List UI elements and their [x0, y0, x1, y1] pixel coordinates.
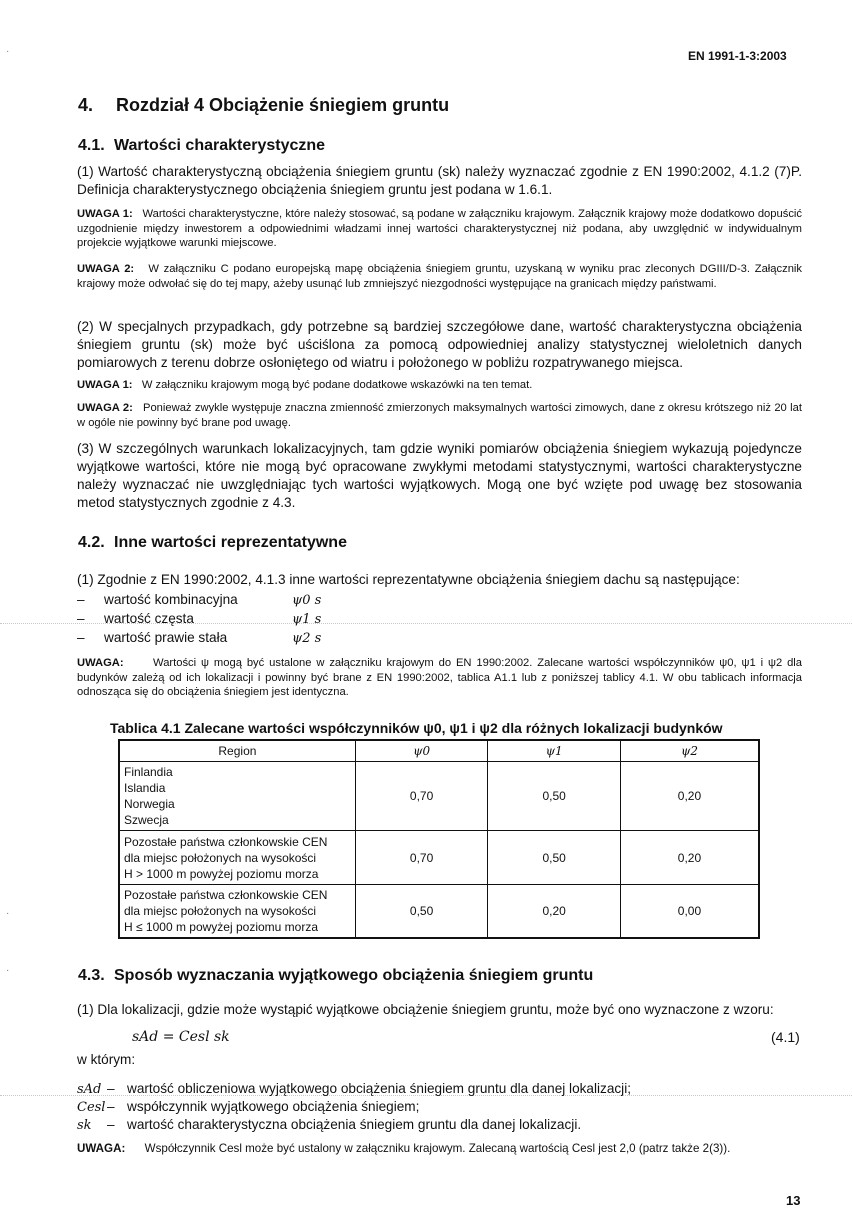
- column-header-psi2: ψ2: [620, 740, 759, 762]
- list-item: [77, 629, 321, 648]
- note-text: Wartości ψ mogą być ustalone w załączniku krajowym do EN 1990:2002. Zalecane wartości współczynników ψ0, ψ1 i ψ2 dla budynków zależą od ich lokalizacji i powinny być brane z EN 1990:2002, tablica A1.1 lub z poniższej tablicy 4.1. W obu tablicach informacja odnosząca się do obciążenia śniegiem jest identyczna.: [77, 657, 802, 698]
- table-caption: Tablica 4.1 Zalecane wartości współczynników ψ0, ψ1 i ψ2 dla różnych lokalizacji budynków: [110, 720, 723, 736]
- note-label: UWAGA:: [77, 1142, 126, 1155]
- section-number: 4.3.: [78, 967, 105, 984]
- equation-number: (4.1): [771, 1029, 800, 1045]
- list-symbol: ψ1 s: [292, 612, 322, 627]
- psi1-cell: 0,50: [488, 762, 621, 831]
- section-title: Wartości charakterystyczne: [114, 137, 326, 154]
- list-symbol: ψ0 s: [292, 593, 322, 608]
- list-label: wartość częsta: [104, 611, 194, 626]
- page-number: 13: [786, 1193, 801, 1208]
- note-text: W załączniku krajowym mogą być podane dodatkowe wskazówki na ten temat.: [141, 379, 533, 391]
- psi1-cell: 0,50: [488, 831, 621, 885]
- psi2-cell: 0,20: [620, 762, 759, 831]
- scan-mark: ·: [6, 965, 10, 976]
- note-4-3: [77, 1142, 802, 1157]
- section-heading-4-1: [78, 137, 325, 155]
- table-row: [119, 831, 759, 885]
- list-symbol: ψ2 s: [292, 631, 322, 646]
- formula-4-1: sAd = Cesl sk: [132, 1029, 230, 1045]
- region-cell: Pozostałe państwa członkowskie CEN dla miejsc położonych na wysokości H ≤ 1000 m powyżej poziomu morza: [119, 885, 355, 939]
- note-4-1-3: [77, 378, 802, 393]
- standard-number: EN 1991-1-3:2003: [688, 49, 787, 63]
- definition-symbol: sk: [77, 1118, 92, 1133]
- list-dash: –: [77, 630, 85, 645]
- psi1-cell: 0,20: [488, 885, 621, 939]
- definition-row: [77, 1098, 419, 1117]
- scan-mark: ·: [6, 46, 10, 57]
- note-4-1-2: [77, 262, 802, 291]
- definition-text: wartość obliczeniowa wyjątkowego obciążenia śniegiem gruntu dla danej lokalizacji;: [127, 1081, 631, 1096]
- section-number: 4.2.: [78, 534, 105, 551]
- paragraph-4-1-3: (3) W szczególnych warunkach lokalizacyjnych, tam gdzie wyniki pomiarów obciążenia śniegiem wykazują pojedyncze wyjątkowe wartości, które nie mogą być opracowane zwykłymi metodami statystycznymi, wartości charakterystyczne należy wyznaczać nie uwzględniając tych wartości wyjątkowych. Mogą one być wzięte pod uwagę bez stosowania metod statystycznych zgodnie z 4.3.: [77, 441, 802, 510]
- note-label: UWAGA 1:: [77, 208, 133, 220]
- section-title: Sposób wyznaczania wyjątkowego obciążenia śniegiem gruntu: [114, 967, 594, 984]
- list-dash: –: [77, 611, 85, 626]
- list-item: [77, 591, 321, 610]
- column-header-psi0: ψ0: [355, 740, 488, 762]
- column-header-region: Region: [119, 740, 355, 762]
- note-4-1-1: [77, 207, 802, 251]
- note-label: UWAGA 1:: [77, 379, 133, 391]
- note-label: UWAGA 2:: [77, 402, 133, 414]
- note-label: UWAGA:: [77, 657, 124, 669]
- note-text: Wartości charakterystyczne, które należy stosować, są podane w załączniku krajowym. Załącznik krajowy może dodatkowo dopuścić uzgodnienie między inwestorem a odpowiednimi władzami innej wartości charakterystycznej niż podana, aby uwzględnić w indywidualnym projekcie wyjątkowe warunki miejscowe.: [77, 208, 802, 249]
- definition-dash: –: [107, 1099, 115, 1114]
- region-cell: Finlandia Islandia Norwegia Szwecja: [119, 762, 355, 831]
- chapter-title: Rozdział 4 Obciążenie śniegiem gruntu: [116, 95, 450, 115]
- definition-row: [77, 1116, 581, 1135]
- note-text: Ponieważ zwykle występuje znaczna zmienność zmierzonych maksymalnych wartości zimowych, dane z okresu krótszego niż 20 lat w ogóle nie powinny być brane pod uwagę.: [77, 402, 802, 429]
- definition-symbol: Cesl: [77, 1100, 106, 1115]
- psi0-cell: 0,50: [355, 885, 488, 939]
- list-item: [77, 610, 321, 629]
- definition-symbol: sAd: [77, 1082, 102, 1097]
- psi2-cell: 0,00: [620, 885, 759, 939]
- list-dash: –: [77, 592, 85, 607]
- section-title: Inne wartości reprezentatywne: [114, 534, 347, 551]
- definition-dash: –: [107, 1117, 115, 1132]
- note-4-1-4: [77, 401, 802, 430]
- note-label: UWAGA 2:: [77, 263, 135, 275]
- chapter-heading: [78, 95, 449, 116]
- chapter-number: 4.: [78, 95, 94, 115]
- psi0-cell: 0,70: [355, 831, 488, 885]
- section-heading-4-3: [78, 967, 593, 985]
- definition-dash: –: [107, 1081, 115, 1096]
- psi0-cell: 0,70: [355, 762, 488, 831]
- table-row: [119, 762, 759, 831]
- note-4-2: [77, 656, 802, 700]
- section-number: 4.1.: [78, 137, 105, 154]
- definition-text: współczynnik wyjątkowego obciążenia śniegiem;: [127, 1099, 420, 1114]
- paragraph-4-3-1: (1) Dla lokalizacji, gdzie może wystąpić wyjątkowe obciążenie śniegiem gruntu, może być ono wyznaczone z wzoru:: [77, 1002, 774, 1017]
- column-header-psi1: ψ1: [488, 740, 621, 762]
- list-label: wartość kombinacyjna: [104, 592, 238, 607]
- paragraph-4-1-1: (1) Wartość charakterystyczną obciążenia śniegiem gruntu (sk) należy wyznaczać zgodnie z EN 1990:2002, 4.1.2 (7)P. Definicja charakterystycznego obciążenia śniegiem gruntu jest podana w 1.6.1.: [77, 164, 802, 197]
- definition-text: wartość charakterystyczna obciążenia śniegiem gruntu dla danej lokalizacji.: [127, 1117, 582, 1132]
- table-row: [119, 885, 759, 939]
- region-cell: Pozostałe państwa członkowskie CEN dla miejsc położonych na wysokości H > 1000 m powyżej poziomu morza: [119, 831, 355, 885]
- psi2-cell: 0,20: [620, 831, 759, 885]
- note-text: Współczynnik Cesl może być ustalony w załączniku krajowym. Zalecaną wartością Cesl jest 2,0 (patrz także 2(3)).: [144, 1142, 731, 1155]
- note-text: W załączniku C podano europejską mapę obciążenia śniegiem gruntu, uzyskaną w wyniku prac zleconych DGIII/D-3. Załącznik krajowy może odwołać się do tej mapy, ażeby usunąć lub zmniejszyć niezgodności występujące na granicach między państwami.: [77, 263, 802, 290]
- scan-mark: ·: [6, 908, 10, 919]
- list-label: wartość prawie stała: [104, 630, 228, 645]
- definition-row: [77, 1080, 631, 1099]
- section-heading-4-2: [78, 534, 347, 552]
- where-label: w którym:: [77, 1052, 136, 1067]
- paragraph-4-1-2: (2) W specjalnych przypadkach, gdy potrzebne są bardziej szczegółowe dane, wartość charakterystyczna obciążenia śniegiem gruntu (sk) może być uściślona za pomocą odpowiedniej analizy statystycznej wieloletnich danych pomiarowych z terenu dobrze osłoniętego od wiatru i położonego w pobliżu rozpatrywanego miejsca.: [77, 319, 802, 370]
- paragraph-4-2-1: (1) Zgodnie z EN 1990:2002, 4.1.3 inne wartości reprezentatywne obciążenia śniegiem dachu są następujące:: [77, 572, 740, 587]
- coefficients-table: [118, 739, 760, 939]
- table-header-row: [119, 740, 759, 762]
